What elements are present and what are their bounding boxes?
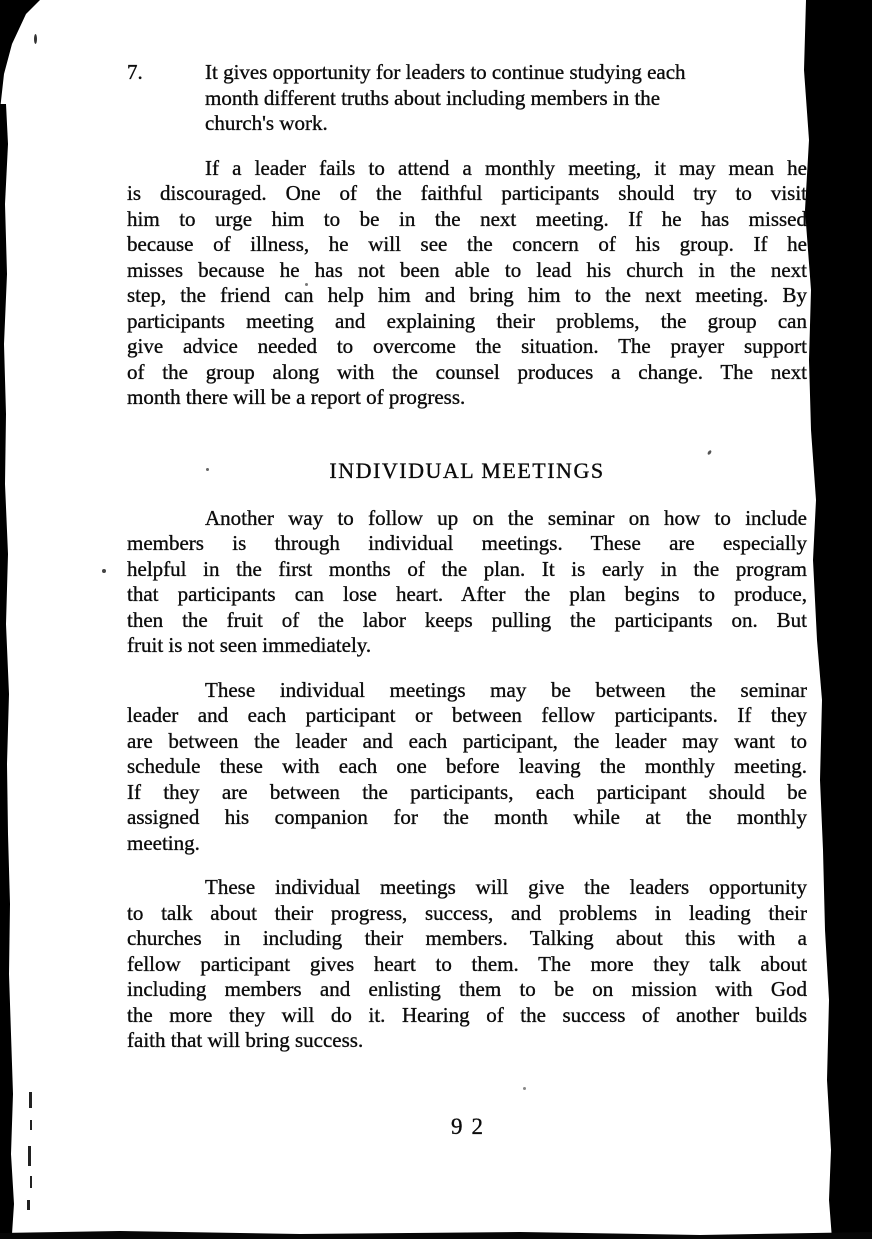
text-line: participants meeting and explaining their problems, the group can [127, 308, 807, 333]
text-line: give advice needed to overcome the situation. The prayer support [127, 334, 807, 358]
text-line: If a leader fails to attend a monthly meeting, it may mean he [205, 155, 807, 180]
text-line: It gives opportunity for leaders to continue studying each [205, 60, 686, 84]
text-line: church's work. [205, 111, 328, 135]
paragraph-followup-meeting [127, 156, 807, 411]
scan-artifact-bottom-strip [0, 1230, 872, 1239]
text-line: Another way to follow up on the seminar on how to include [205, 505, 807, 530]
scan-artifact-dash [30, 1176, 32, 1188]
text-line: the more they will do it. Hearing of the success of another builds [127, 1002, 807, 1027]
text-line: faith that will bring success. [127, 1028, 364, 1052]
paragraph-give-opportunity [127, 875, 807, 1054]
scan-artifact-right-black-bar [796, 0, 872, 1239]
text-line: fellow participant gives heart to them. The more they talk about [127, 951, 807, 976]
list-item-number: 7. [127, 60, 143, 84]
text-line: month different truths about including members in the [205, 85, 661, 110]
scan-artifact-dash [29, 1092, 32, 1108]
text-line: to talk about their progress, success, and problems in leading their [127, 900, 807, 925]
text-line: step, the friend can help him and bring him to the next meeting. By [127, 283, 807, 307]
scan-artifact-dash [30, 1120, 32, 1130]
page-number: 92 [451, 1113, 492, 1139]
scan-artifact-speck [102, 569, 106, 573]
text-line: of the group along with the counsel produces a change. The next [127, 359, 807, 384]
text-line: meeting. [127, 830, 200, 855]
scan-artifact-corner-wedge [0, 0, 42, 112]
text-line: These individual meetings may be between the seminar [205, 677, 807, 702]
text-line: that participants can lose heart. After the plan begins to produce, [127, 582, 807, 606]
paragraph-between-participants [127, 678, 807, 857]
scan-artifact-left-edge-strip [0, 104, 16, 1234]
text-line: month there will be a report of progress. [127, 385, 466, 409]
text-line: then the fruit of the labor keeps pulling the participants on. But [127, 607, 807, 632]
list-item-text [205, 60, 807, 137]
text-line: These individual meetings will give the leaders opportunity [205, 875, 807, 899]
text-line: misses because he has not been able to lead his church in the next [127, 257, 807, 282]
text-line: fruit is not seen immediately. [127, 633, 372, 657]
text-line: is discouraged. One of the faithful participants should try to visit [127, 181, 807, 205]
paragraph-another-way [127, 506, 807, 659]
text-column [127, 60, 807, 1140]
scan-artifact-dash [28, 1146, 31, 1166]
numbered-list-item-7 [127, 60, 807, 137]
text-line: him to urge him to be in the next meeting. If he has missed [127, 206, 807, 231]
text-line: helpful in the first months of the plan. It is early in the program [127, 556, 807, 581]
text-line: because of illness, he will see the concern of his group. If he [127, 232, 807, 256]
text-line: including members and enlisting them to be on mission with God [127, 977, 807, 1001]
text-line: assigned his companion for the month while at the monthly [127, 805, 807, 829]
section-heading: INDIVIDUAL MEETINGS [329, 457, 605, 483]
text-line: If they are between the participants, each participant should be [127, 779, 807, 804]
text-line: schedule these with each one before leaving the monthly meeting. [127, 754, 807, 778]
text-line: leader and each participant or between fellow participants. If they [127, 703, 807, 727]
text-line: churches in including their members. Talking about this with a [127, 926, 807, 950]
scan-artifact-dash [27, 1200, 30, 1210]
text-line: members is through individual meetings. These are especially [127, 531, 807, 555]
text-line: are between the leader and each participant, the leader may want to [127, 728, 807, 753]
scan-artifact-speck [34, 34, 37, 44]
